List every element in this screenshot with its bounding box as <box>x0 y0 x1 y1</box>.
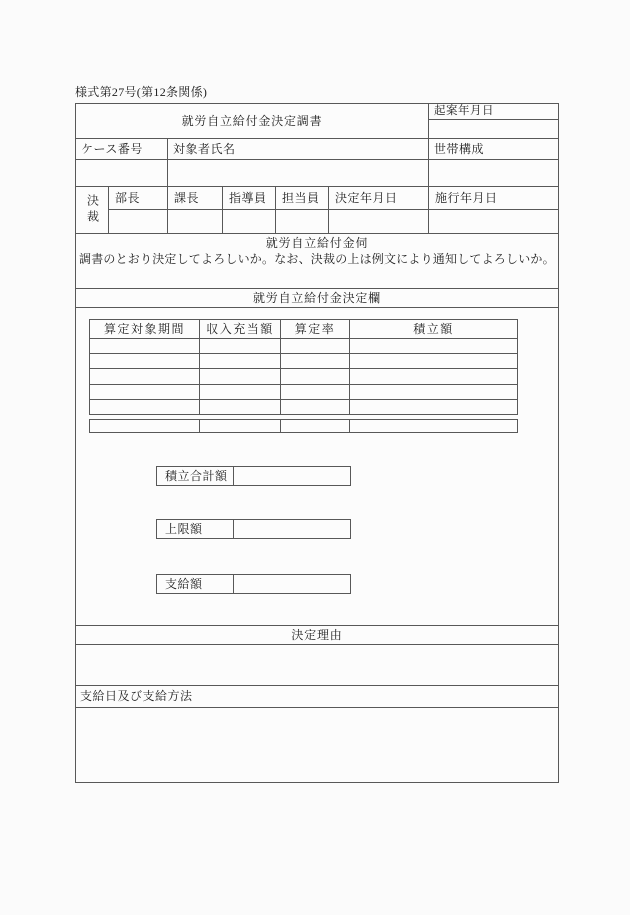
header-section <box>76 104 558 139</box>
table-row <box>90 385 517 400</box>
decision-date-label: 決定年月日 <box>329 187 428 210</box>
draft-date-value-cell <box>429 120 558 138</box>
form-number-label: 様式第27号(第12条関係) <box>75 85 208 99</box>
table-row <box>90 400 517 414</box>
kacho-stamp-cell <box>168 210 222 233</box>
table-row <box>90 369 517 384</box>
case-number-label: ケース番号 <box>76 139 168 159</box>
decision-section-title: 就労自立給付金決定欄 <box>76 289 558 308</box>
approval-col-kacho <box>168 187 223 233</box>
upper-limit-value-cell <box>234 520 350 538</box>
payment-method-label: 支給日及び支給方法 <box>76 686 558 708</box>
household-value-cell <box>429 160 558 186</box>
upper-limit-box <box>156 519 351 539</box>
payment-amount-box <box>156 574 351 594</box>
calculation-table <box>89 319 518 415</box>
approval-kessai-label: 決裁 <box>76 187 109 233</box>
table-row <box>90 339 517 354</box>
form-title: 就労自立給付金決定調書 <box>76 104 429 138</box>
enforcement-date-label: 施行年月日 <box>429 187 558 210</box>
approval-col-bucho <box>109 187 168 233</box>
tantoin-label: 担当員 <box>276 187 328 210</box>
decision-date-column <box>329 187 429 233</box>
bucho-label: 部長 <box>109 187 167 210</box>
payment-amount-label: 支給額 <box>157 575 234 593</box>
decision-date-value-cell <box>329 210 428 233</box>
kacho-label: 課長 <box>168 187 222 210</box>
header-calc-period: 算定対象期間 <box>90 320 200 338</box>
shidoin-stamp-cell <box>223 210 275 233</box>
tantoin-stamp-cell <box>276 210 328 233</box>
decision-reason-title: 決定理由 <box>76 626 558 645</box>
main-form-table <box>75 103 559 783</box>
header-income-applied: 収入充当額 <box>200 320 281 338</box>
enforcement-date-column <box>429 187 558 233</box>
decision-calculation-area <box>76 308 558 626</box>
header-calc-rate: 算定率 <box>281 320 350 338</box>
bucho-stamp-cell <box>109 210 167 233</box>
approval-col-shidoin <box>223 187 276 233</box>
reserve-total-value-cell <box>234 467 350 485</box>
household-label: 世帯構成 <box>434 141 485 156</box>
reserve-total-label: 積立合計額 <box>157 467 234 485</box>
inquiry-section <box>76 234 558 289</box>
header-reserve-amount: 積立額 <box>413 321 454 336</box>
enforcement-date-value-cell <box>429 210 558 233</box>
subject-name-label: 対象者氏名 <box>168 139 429 159</box>
calculation-table-header-row <box>90 320 517 339</box>
case-number-value-cell <box>76 160 168 186</box>
approval-col-tantoin <box>276 187 329 233</box>
reserve-total-box <box>156 466 351 486</box>
table-row <box>90 354 517 369</box>
draft-date-label: 起案年月日 <box>429 104 558 120</box>
payment-method-body-cell <box>76 708 558 782</box>
approval-section <box>76 187 558 234</box>
inquiry-title: 就労自立給付金伺 <box>265 236 369 250</box>
payment-amount-value-cell <box>234 575 350 593</box>
calculation-table-extra-row <box>89 419 518 433</box>
case-info-section <box>76 139 558 187</box>
subject-name-value-cell <box>168 160 429 186</box>
draft-date-column <box>429 104 558 138</box>
shidoin-label: 指導員 <box>223 187 275 210</box>
inquiry-body: 調書のとおり決定してよろしいか。なお、決裁の上は例文により通知してよろしいか。 <box>79 252 555 266</box>
upper-limit-label: 上限額 <box>157 520 234 538</box>
decision-reason-body-cell <box>76 645 558 686</box>
